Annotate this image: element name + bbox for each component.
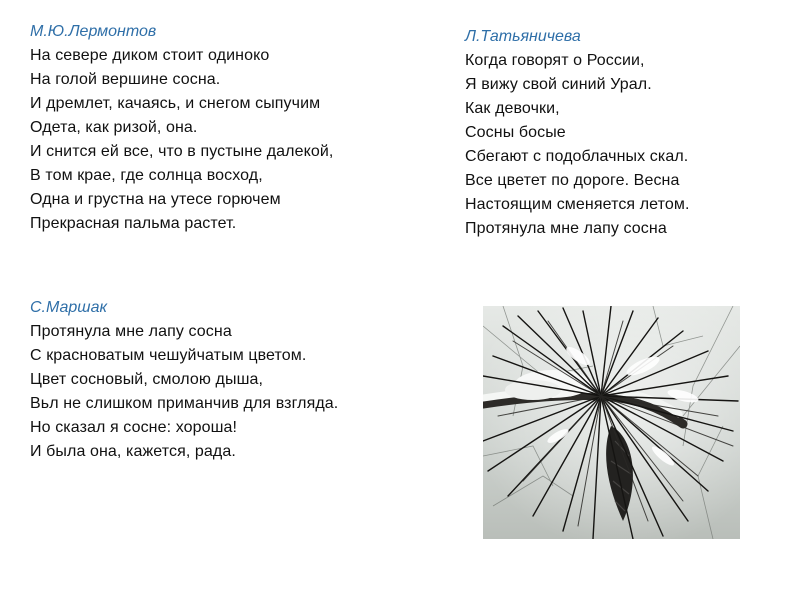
poem-line: Прекрасная пальма растет. xyxy=(30,215,237,232)
poem-line: На голой вершине сосна. xyxy=(30,71,221,88)
poem-line: В том крае, где солнца восход, xyxy=(30,167,263,184)
poem-line: Сосны босые xyxy=(465,124,566,141)
poem-line: Сбегают с подоблачных скал. xyxy=(465,148,689,165)
poem-author: С.Маршак xyxy=(30,299,108,316)
poem-lines xyxy=(30,320,338,464)
poem-line: И дремлет, качаясь, и снегом сыпучим xyxy=(30,95,321,112)
poem-marshak xyxy=(30,296,338,464)
poem-line: Одета, как ризой, она. xyxy=(30,119,198,136)
poem-line: И снится ей все, что в пустыне далекой, xyxy=(30,143,334,160)
poem-line: Когда говорят о России, xyxy=(465,52,645,69)
poem-line: Вьл не слишком приманчив для взгляда. xyxy=(30,395,339,412)
poem-author: М.Ю.Лермонтов xyxy=(30,23,157,40)
poem-line: Протянула мне лапу сосна xyxy=(465,220,667,237)
poem-line: Все цветет по дороге. Весна xyxy=(465,172,680,189)
poem-line: Но сказал я сосне: хороша! xyxy=(30,419,238,436)
poem-line: Как девочки, xyxy=(465,100,560,117)
snowy-pine-branch-photo xyxy=(483,306,740,539)
poem-author: Л.Татьяничева xyxy=(465,28,581,45)
poem-line: Настоящим сменяется летом. xyxy=(465,196,690,213)
poem-lermontov xyxy=(30,20,333,236)
poem-line: Цвет сосновый, смолою дыша, xyxy=(30,371,264,388)
poem-line: Я вижу свой синий Урал. xyxy=(465,76,652,93)
poem-tatyanicheva xyxy=(465,25,690,241)
poem-lines xyxy=(30,44,333,236)
poem-line: И была она, кажется, рада. xyxy=(30,443,236,460)
poem-line: На севере диком стоит одиноко xyxy=(30,47,270,64)
poem-line: С красноватым чешуйчатым цветом. xyxy=(30,347,307,364)
poem-line: Одна и грустна на утесе горючем xyxy=(30,191,281,208)
pine-branch-illustration xyxy=(483,306,740,539)
poem-line: Протянула мне лапу сосна xyxy=(30,323,232,340)
poem-lines xyxy=(465,49,690,241)
